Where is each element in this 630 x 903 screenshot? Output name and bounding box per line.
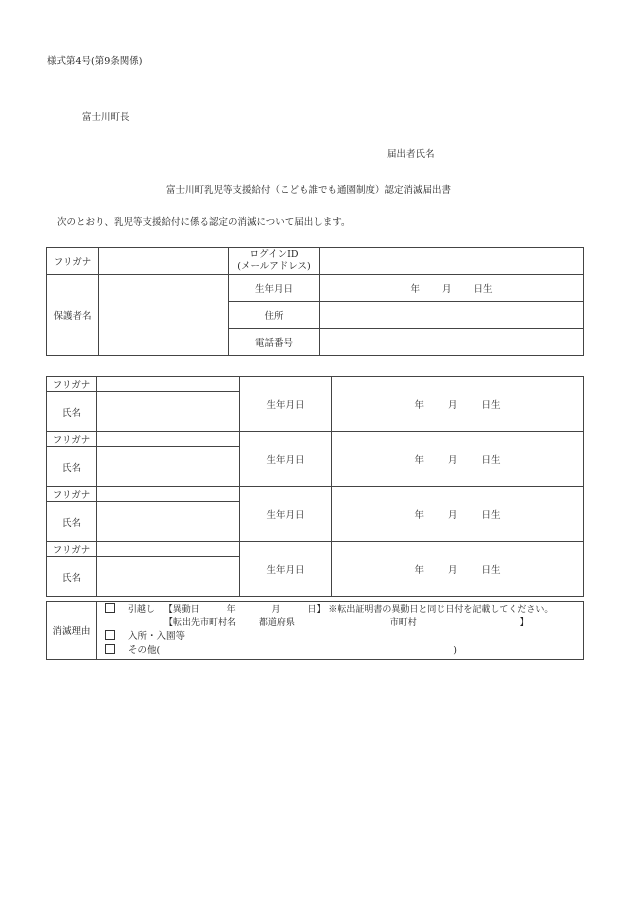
applicant-name-label: 届出者氏名 bbox=[387, 149, 435, 160]
child-furigana-field[interactable] bbox=[97, 487, 240, 502]
reason-label: 消滅理由 bbox=[47, 602, 97, 660]
year-label: 年 bbox=[414, 455, 424, 466]
move-day-close: 日】 bbox=[307, 605, 326, 615]
guardian-birthdate-field[interactable] bbox=[320, 275, 584, 302]
moving-label: 引越し bbox=[127, 605, 155, 615]
child-furigana-label: フリガナ bbox=[47, 377, 97, 392]
addressee: 富士川町長 bbox=[82, 112, 130, 123]
destination-prefecture-label: 都道府県 bbox=[258, 618, 295, 629]
guardian-address-label: 住所 bbox=[229, 302, 320, 329]
form-number: 様式第4号(第9条関係) bbox=[47, 56, 143, 67]
day-label: 日生 bbox=[473, 284, 493, 295]
guardian-name-label: 保護者名 bbox=[47, 275, 99, 356]
child-furigana-label: フリガナ bbox=[47, 487, 97, 502]
child-furigana-field[interactable] bbox=[97, 432, 240, 447]
child-furigana-label: フリガナ bbox=[47, 432, 97, 447]
move-date-note: ※転出証明書の異動日と同じ日付を記載してください。 bbox=[328, 605, 554, 615]
move-year-label: 年 bbox=[226, 605, 236, 615]
day-label: 日生 bbox=[481, 565, 501, 576]
login-id-label-line2: (メールアドレス) bbox=[237, 261, 311, 272]
year-label: 年 bbox=[410, 284, 420, 295]
admission-label: 入所・入園等 bbox=[128, 631, 186, 643]
child-birthdate-label: 生年月日 bbox=[240, 432, 332, 487]
destination-open: 【転出先市町村名 bbox=[164, 618, 237, 629]
child-name-field[interactable] bbox=[97, 392, 240, 432]
reason-other-row bbox=[105, 644, 583, 657]
child-birthdate-label: 生年月日 bbox=[240, 487, 332, 542]
year-label: 年 bbox=[414, 510, 424, 521]
month-label: 月 bbox=[447, 400, 458, 411]
intro-text: 次のとおり、乳児等支援給付に係る認定の消滅について届出します。 bbox=[57, 217, 351, 228]
month-label: 月 bbox=[441, 284, 452, 295]
reason-admission-row bbox=[105, 630, 583, 643]
login-id-label-line1: ログインID bbox=[249, 249, 299, 260]
day-label: 日生 bbox=[481, 455, 501, 466]
month-label: 月 bbox=[447, 510, 458, 521]
month-label: 月 bbox=[447, 565, 458, 576]
child-furigana-field[interactable] bbox=[97, 542, 240, 557]
child-name-field[interactable] bbox=[97, 447, 240, 487]
reason-options bbox=[97, 602, 584, 660]
child-furigana-field[interactable] bbox=[97, 377, 240, 392]
child-name-field[interactable] bbox=[97, 557, 240, 597]
child-birthdate-field[interactable] bbox=[332, 377, 584, 432]
moving-checkbox[interactable] bbox=[105, 603, 115, 613]
document-title: 富士川町乳児等支援給付（こども誰でも通園制度）認定消滅届出書 bbox=[166, 185, 452, 196]
move-month-label: 月 bbox=[271, 605, 281, 615]
login-id-field[interactable] bbox=[320, 248, 584, 275]
child-name-label: 氏名 bbox=[47, 557, 97, 597]
other-close: ) bbox=[453, 644, 457, 656]
child-birthdate-label: 生年月日 bbox=[240, 377, 332, 432]
guardian-furigana-label: フリガナ bbox=[47, 248, 99, 275]
day-label: 日生 bbox=[481, 400, 501, 411]
child-birthdate-field[interactable] bbox=[332, 542, 584, 597]
reason-destination-row bbox=[105, 617, 583, 630]
guardian-address-field[interactable] bbox=[320, 302, 584, 329]
reason-moving-row bbox=[105, 603, 583, 617]
day-label: 日生 bbox=[481, 510, 501, 521]
other-open: その他( bbox=[128, 644, 161, 656]
other-checkbox[interactable] bbox=[105, 644, 115, 654]
login-id-label bbox=[229, 248, 320, 275]
child-name-field[interactable] bbox=[97, 502, 240, 542]
month-label: 月 bbox=[447, 455, 458, 466]
guardian-name-field[interactable] bbox=[99, 275, 229, 356]
reason-table bbox=[46, 601, 584, 660]
guardian-table bbox=[46, 247, 584, 356]
guardian-birthdate-label: 生年月日 bbox=[229, 275, 320, 302]
destination-close: 】 bbox=[519, 618, 529, 629]
child-birthdate-field[interactable] bbox=[332, 487, 584, 542]
destination-city-label: 市町村 bbox=[389, 618, 417, 629]
child-birthdate-field[interactable] bbox=[332, 432, 584, 487]
guardian-phone-field[interactable] bbox=[320, 329, 584, 356]
child-name-label: 氏名 bbox=[47, 447, 97, 487]
guardian-furigana-field[interactable] bbox=[99, 248, 229, 275]
admission-checkbox[interactable] bbox=[105, 630, 115, 640]
guardian-phone-label: 電話番号 bbox=[229, 329, 320, 356]
child-birthdate-label: 生年月日 bbox=[240, 542, 332, 597]
child-table bbox=[46, 376, 584, 597]
child-name-label: 氏名 bbox=[47, 502, 97, 542]
child-furigana-label: フリガナ bbox=[47, 542, 97, 557]
year-label: 年 bbox=[414, 565, 424, 576]
move-date-open: 【異動日 bbox=[163, 605, 200, 615]
year-label: 年 bbox=[414, 400, 424, 411]
child-name-label: 氏名 bbox=[47, 392, 97, 432]
